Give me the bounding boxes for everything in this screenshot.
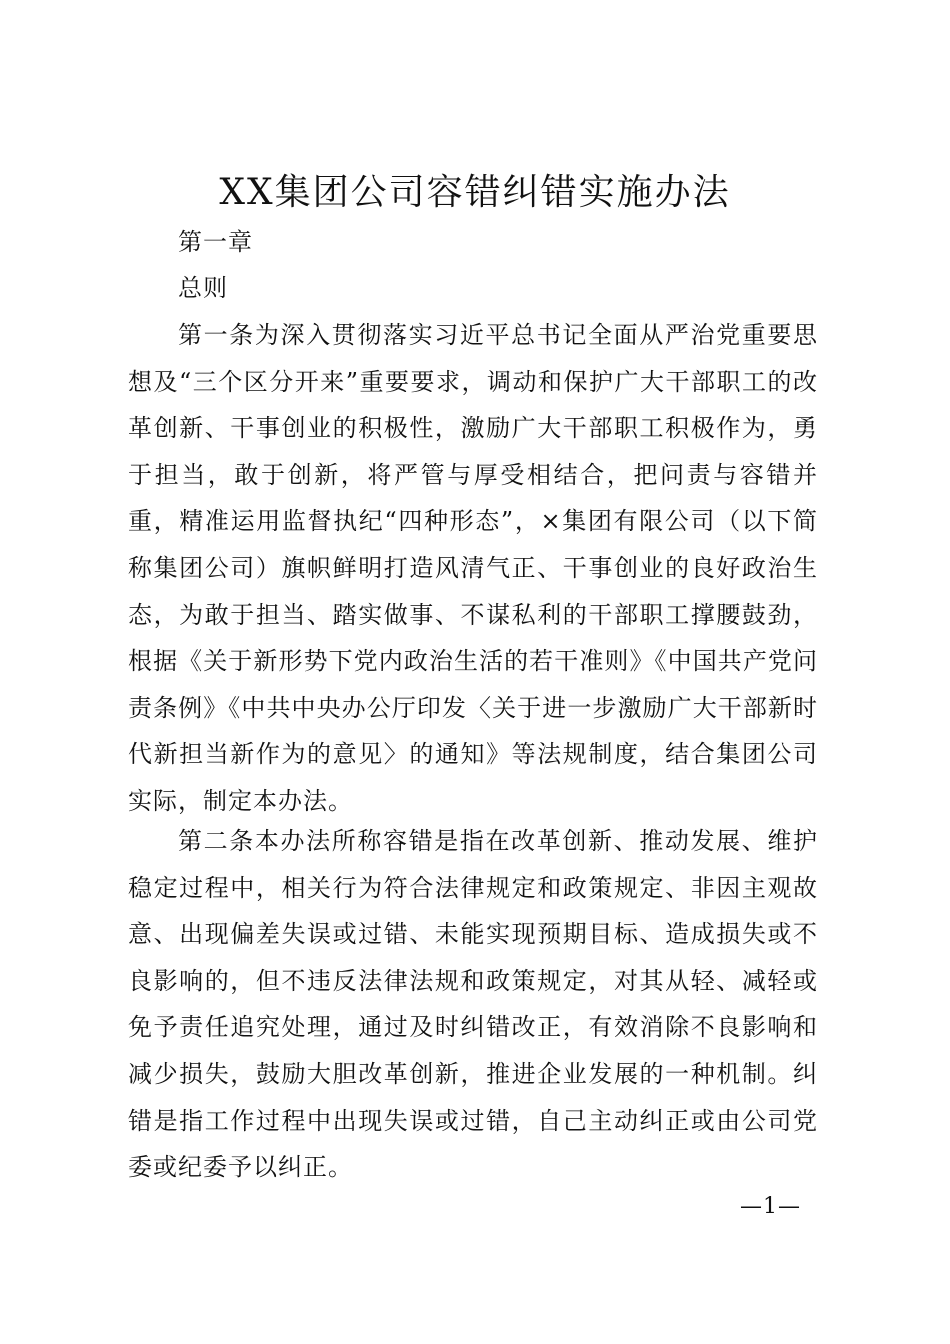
page-number: —1— [740,1194,801,1219]
article-2-paragraph: 第二条本办法所称容错是指在改革创新、推动发展、维护稳定过程中，相关行为符合法律规定和政策规定、非因主观故意、出现偏差失误或过错、未能实现预期目标、造成损失或不良影响的，但不违反法律法规和政策规定，对其从轻、减轻或免予责任追究处理，通过及时纠错改正，有效消除不良影响和减少损失，鼓励大胆改革创新，推进企业发展的一种机制。纠错是指工作过程中出现失误或过错，自己主动纠正或由公司党委或纪委予以纠正。 [128,827,818,1182]
chapter-heading: 第一章 [178,228,253,256]
document-title: XX集团公司容错纠错实施办法 [219,172,731,213]
article-1-paragraph: 第一条为深入贯彻落实习近平总书记全面从严治党重要思想及“三个区分开来”重要要求，调动和保护广大干部职工的改革创新、干事创业的积极性，激励广大干部职工积极作为，勇于担当，敢于创新，将严管与厚受相结合，把问责与容错并重，精准运用监督执纪“四种形态”，×集团有限公司（以下简称集团公司）旗帜鲜明打造风清气正、干事创业的良好政治生态，为敢于担当、踏实做事、不谋私利的干部职工撑腰鼓劲，根据《关于新形势下党内政治生活的若干准则》《中国共产党问责条例》《中共中央办公厅印发〈关于进一步激励广大干部新时代新担当新作为的意见〉的通知》等法规制度，结合集团公司实际，制定本办法。 [128,321,818,815]
section-heading: 总则 [178,274,228,302]
